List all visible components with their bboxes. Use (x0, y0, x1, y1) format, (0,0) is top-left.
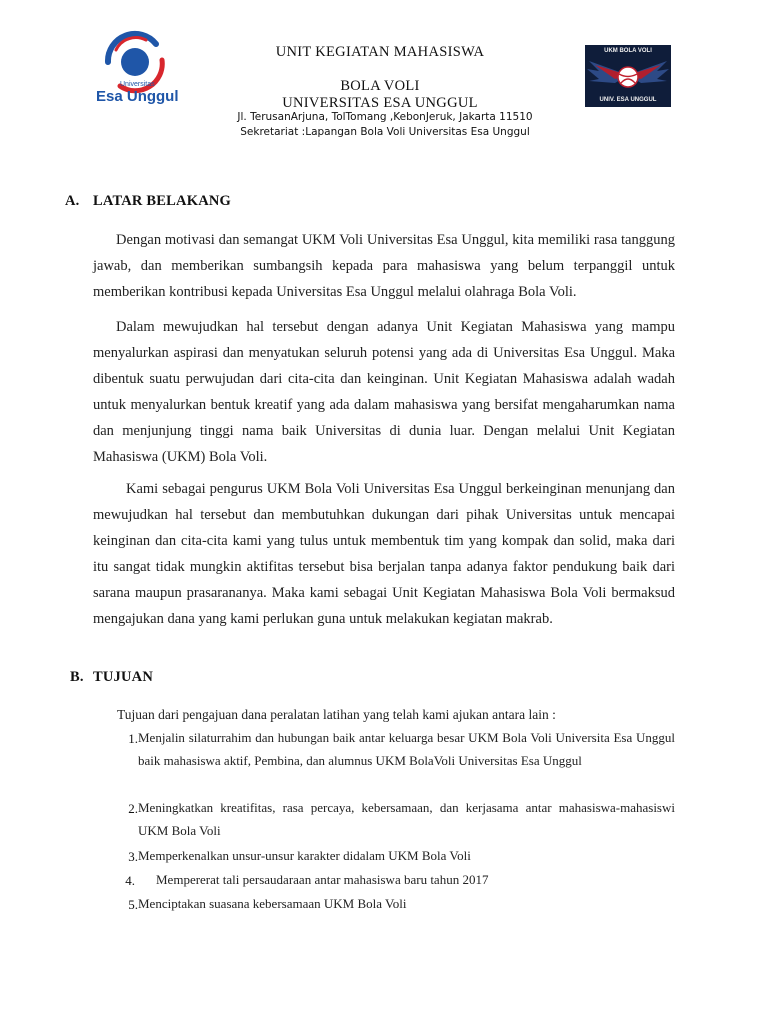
tujuan-intro: Tujuan dari pengajuan dana peralatan latihan yang telah kami ajukan antara lain : (117, 707, 556, 722)
list-item-number: 2. (128, 801, 138, 816)
list-item: Menjalin silaturrahim dan hubungan baik antar keluarga besar UKM Bola Voli Universita Esa Unggul baik mahasiswa aktif, Pembina, dan alumnus UKM BolaVoli Universitas Esa Unggul (138, 730, 675, 768)
list-item: Memperkenalkan unsur-unsur karakter didalam UKM Bola Voli (138, 848, 471, 863)
secretariat-line: Sekretariat :Lapangan Bola Voli Universitas Esa Unggul (240, 126, 530, 138)
paragraph-3 (93, 476, 675, 632)
section-a-title: LATAR BELAKANG (93, 193, 232, 209)
list-item-number: 1. (128, 731, 138, 746)
org-title: UNIT KEGIATAN MAHASISWA (275, 44, 485, 60)
section-a-label: A. (65, 193, 80, 209)
section-b-title: TUJUAN (93, 669, 154, 685)
logo-name: Esa Unggul (96, 88, 179, 105)
eagle-volleyball-icon (585, 55, 671, 97)
paragraph-1 (93, 227, 675, 305)
logo-bottom-text: UNIV. ESA UNGGUL (599, 97, 657, 103)
list-item: Meningkatkan kreatifitas, rasa percaya, kebersamaan, dan kerjasama antar mahasiswa-mahasiswi UKM Bola Voli (138, 800, 675, 838)
university-name: UNIVERSITAS ESA UNGGUL (282, 95, 478, 111)
paragraph-2 (93, 314, 675, 470)
ukm-bola-voli-logo (585, 45, 671, 107)
address-line: Jl. TerusanArjuna, TolTomang ,KebonJeruk, Jakarta 11510 (237, 111, 533, 123)
list-item-number: 5. (128, 897, 138, 912)
list-item-number: 4. (125, 873, 135, 888)
esa-unggul-logo (96, 30, 179, 110)
paragraph-text: Dalam mewujudkan hal tersebut dengan adanya Unit Kegiatan Mahasiswa yang mampu menyalurkan aspirasi dan menyatukan seluruh potensi yang ada di Universitas Esa Unggul. Maka dibentuk suatu perwujudan dari cita-cita dan keinginan. Unit Kegiatan Mahasiswa adalah wadah untuk menyalurkan bentuk kreatif yang ada dalam mahasiswa yang bersifat mengaharumkan nama dan menjunjung tinggi nama baik Universitas di dunia luar. Dengan melalui Unit Kegiatan Mahasiswa (UKM) Bola Voli. (93, 319, 675, 465)
paragraph-text: Kami sebagai pengurus UKM Bola Voli Universitas Esa Unggul berkeinginan menunjang dan mewujudkan hal tersebut dan membutuhkan dukungan dari pihak Universitas untuk mencapai keinginan dan cita-cita kami yang tulus untuk membentuk tim yang kompak dan solid, maka dari itu sangat tidak mungkin aktifitas tersebut bisa berjalan tanpa adanya faktor pendukung baik dari sarana maupun prasarananya. Maka kami sebagai Unit Kegiatan Mahasiswa Bola Voli bermaksud mengajukan dana yang kami perlukan guna untuk melakukan kegiatan makrab. (93, 481, 675, 627)
paragraph-text: Dengan motivasi dan semangat UKM Voli Universitas Esa Unggul, kita memiliki rasa tanggung jawab, dan memberikan sumbangsih kepada para mahasiswa yang belum terpanggil untuk memberikan kontribusi kepada Universitas Esa Unggul melalui olahraga Bola Voli. (93, 232, 675, 300)
org-subtitle: BOLA VOLI (340, 78, 420, 94)
section-b-label: B. (70, 669, 84, 685)
logo-top-text: UKM BOLA VOLI (604, 48, 652, 54)
list-item: Menciptakan suasana kebersamaan UKM Bola Voli (138, 896, 407, 911)
list-item: Mempererat tali persaudaraan antar mahasiswa baru tahun 2017 (156, 872, 489, 887)
list-item-number: 3. (128, 849, 138, 864)
logo-small-text: Universitas (120, 81, 155, 88)
